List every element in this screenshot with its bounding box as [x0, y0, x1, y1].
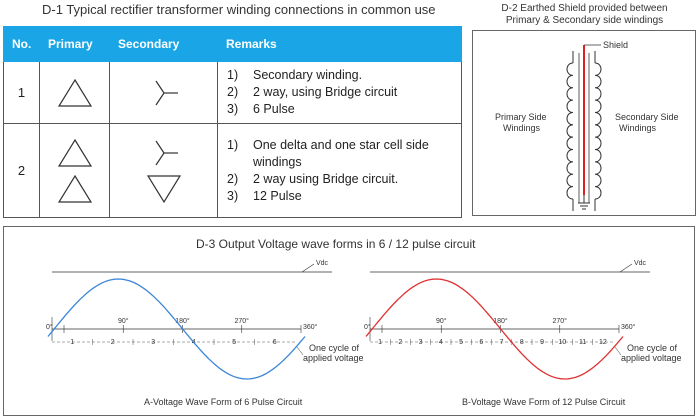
pulse-label: 3	[151, 339, 156, 346]
shield-diagram-box	[472, 30, 696, 216]
angle-label: 360°	[303, 324, 318, 331]
waveform-diagram	[4, 227, 694, 415]
cycle-note: One cycle of	[627, 343, 678, 353]
row-number: 1	[4, 62, 40, 124]
pulse-label: 12	[598, 339, 607, 346]
inverted-delta-symbol-icon	[144, 172, 184, 206]
waveform-caption: B-Voltage Wave Form of 12 Pulse Circuit	[462, 397, 626, 407]
primary-side-label: Primary Side	[495, 112, 547, 122]
angle-label: 180°	[493, 318, 508, 325]
remark-item: 2) 2 way, using Bridge circuit	[227, 85, 398, 99]
header-primary: Primary	[40, 27, 110, 62]
remarks-cell	[218, 124, 462, 218]
pulse-label: 10	[558, 339, 567, 346]
delta-symbol-icon	[55, 136, 95, 170]
pulse-label: 1	[70, 339, 75, 346]
angle-label: 90°	[435, 318, 447, 325]
secondary-side-label: Secondary Side	[615, 112, 679, 122]
angle-label: 0°	[364, 324, 371, 331]
shield-diagram-panel	[470, 0, 699, 220]
ground-icon	[578, 195, 590, 209]
remark-item: 3) 6 Pulse	[227, 102, 295, 116]
row-number: 2	[4, 124, 40, 218]
winding-table	[3, 26, 462, 218]
secondary-cell	[110, 124, 218, 218]
header-remarks: Remarks	[218, 27, 462, 62]
shield-diagram	[473, 31, 695, 215]
pulse-label: 6	[272, 339, 277, 346]
table-row	[4, 62, 462, 124]
waveform-panel	[0, 224, 700, 420]
angle-label: 180°	[175, 318, 190, 325]
angle-label: 0°	[46, 324, 53, 331]
header-no: No.	[4, 27, 40, 62]
pulse-label: 4	[438, 339, 443, 346]
angle-label: 270°	[552, 318, 567, 325]
pulse-label: 11	[578, 339, 587, 346]
table-row	[4, 124, 462, 218]
pulse-label: 5	[459, 339, 464, 346]
pulse-label: 6	[479, 339, 484, 346]
header-secondary: Secondary	[110, 27, 218, 62]
remark-item: 3) 12 Pulse	[227, 188, 302, 203]
waveform-box	[3, 226, 695, 416]
vdc-label: Vdc	[316, 260, 329, 267]
delta-symbol-icon	[55, 76, 95, 110]
table-header-row	[4, 27, 462, 62]
waveform-caption: A-Voltage Wave Form of 6 Pulse Circuit	[144, 397, 303, 407]
pulse-label: 8	[519, 339, 524, 346]
primary-side-label-2: Windings	[503, 123, 541, 133]
primary-coil-icon	[567, 51, 573, 211]
secondary-side-label-2: Windings	[619, 123, 657, 133]
pulse-label: 3	[418, 339, 423, 346]
winding-table-panel	[0, 0, 465, 220]
pulse-label: 7	[499, 339, 504, 346]
winding-table-title: D-1 Typical rectifier transformer winding connections in common use	[42, 2, 436, 17]
remark-item: 1) One delta and one star cell side windings	[227, 137, 429, 169]
pulse-label: 1	[378, 339, 383, 346]
primary-cell	[40, 62, 110, 124]
remark-item: 2) 2 way using Bridge circuit.	[227, 171, 399, 186]
angle-label: 90°	[117, 318, 129, 325]
delta-symbol-icon	[55, 172, 95, 206]
angle-label: 270°	[234, 318, 249, 325]
vdc-leader	[620, 264, 632, 272]
star-symbol-icon	[144, 76, 184, 110]
remarks-cell	[218, 62, 462, 124]
pulse-label: 4	[191, 339, 196, 346]
pulse-label: 2	[110, 339, 115, 346]
star-symbol-icon	[144, 136, 184, 170]
remark-item: 1) Secondary winding.	[227, 68, 363, 82]
cycle-note-2: applied voltage	[621, 353, 682, 363]
vdc-leader	[302, 264, 314, 272]
angle-label: 360°	[621, 324, 636, 331]
pulse-label: 9	[540, 339, 545, 346]
shield-label: Shield	[603, 40, 629, 50]
cycle-note: One cycle of	[309, 343, 360, 353]
cycle-note-2: applied voltage	[303, 353, 364, 363]
vdc-label: Vdc	[634, 260, 647, 267]
secondary-coil-icon	[595, 51, 601, 211]
shield-diagram-title: D-2 Earthed Shield provided between Primary & Secondary side windings	[501, 3, 668, 26]
secondary-cell	[110, 62, 218, 124]
pulse-label: 2	[398, 339, 403, 346]
pulse-label: 5	[232, 339, 237, 346]
waveform-title: D-3 Output Voltage wave forms in 6 / 12 pulse circuit	[196, 237, 476, 251]
primary-cell	[40, 124, 110, 218]
